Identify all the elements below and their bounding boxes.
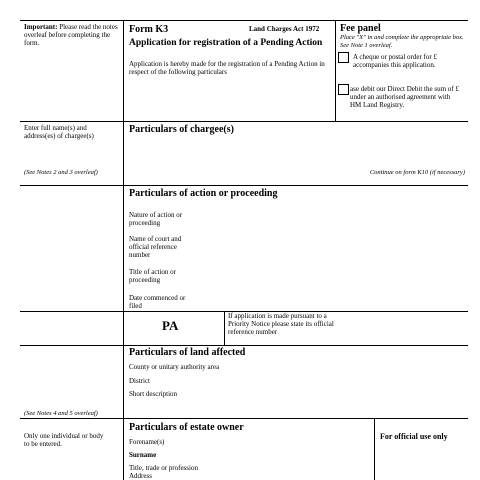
- cheque-checkbox[interactable]: [338, 52, 349, 63]
- estate-owner-heading: Particulars of estate owner: [129, 422, 244, 433]
- rule-action: [20, 185, 468, 186]
- action-title-label: Title of action or proceeding: [129, 268, 176, 284]
- form-intro: Application is hereby made for the registration of a Pending Action in respect of the following particulars: [129, 60, 325, 76]
- continue-note: Continue on form K10 (if necessary): [369, 169, 465, 176]
- surname-label: Surname: [129, 451, 157, 459]
- pa-divider: [224, 311, 225, 345]
- act-name: Land Charges Act 1972: [249, 25, 320, 33]
- fee-panel-instruction: Place "X" in and complete the appropriate box. See Note 1 overleaf.: [340, 34, 464, 49]
- action-date-label: Date commenced or filed: [129, 294, 186, 310]
- form-title: Application for registration of a Pending Action: [129, 38, 323, 48]
- rule-chargee: [20, 121, 468, 122]
- action-heading: Particulars of action or proceeding: [129, 188, 278, 199]
- land-heading: Particulars of land affected: [129, 347, 246, 358]
- title-trade-label: Title, trade or profession: [129, 464, 198, 472]
- rule-owner: [20, 418, 468, 419]
- important-note: [24, 23, 120, 47]
- official-use-label: For official use only: [380, 432, 448, 441]
- notes-4-5: (See Notes 4 and 5 overleaf): [24, 410, 98, 417]
- chargee-prompt: Enter full name(s) and address(es) of chargee(s): [24, 124, 94, 140]
- owner-prompt: Only one individual or body to be entered.: [24, 432, 104, 448]
- important-text: Please read the notes overleaf before completing the form.: [24, 23, 118, 47]
- address-label: Address: [129, 472, 152, 480]
- chargee-heading: Particulars of chargee(s): [129, 124, 234, 135]
- direct-debit-checkbox[interactable]: [338, 84, 349, 95]
- rule-land: [20, 345, 468, 346]
- official-divider: [374, 418, 375, 480]
- land-district-label: District: [129, 377, 150, 385]
- important-label: Important:: [24, 23, 58, 31]
- cheque-option: A cheque or postal order for £ accompanies this application.: [353, 53, 437, 69]
- land-description-label: Short description: [129, 390, 178, 398]
- direct-debit-option: ase debit our Direct Debit the sum of £ under an authorised agreement with HM Land Registry.: [350, 85, 459, 109]
- form-number: Form K3: [129, 24, 169, 35]
- action-nature-label: Nature of action or proceeding: [129, 211, 183, 227]
- forenames-label: Forename(s): [129, 438, 165, 446]
- fee-panel-title: Fee panel: [340, 23, 381, 34]
- fee-panel-divider: [335, 20, 336, 122]
- action-court-label: Name of court and official reference number: [129, 235, 182, 259]
- priority-notice-note: If application is made pursuant to a Priority Notice please state its official reference number: [228, 312, 334, 336]
- land-county-label: County or unitary authority area: [129, 363, 220, 371]
- column-divider: [123, 20, 124, 480]
- notes-2-3: (See Notes 2 and 3 overleaf): [24, 169, 98, 176]
- pa-code: PA: [162, 318, 179, 333]
- top-rule: [20, 20, 468, 21]
